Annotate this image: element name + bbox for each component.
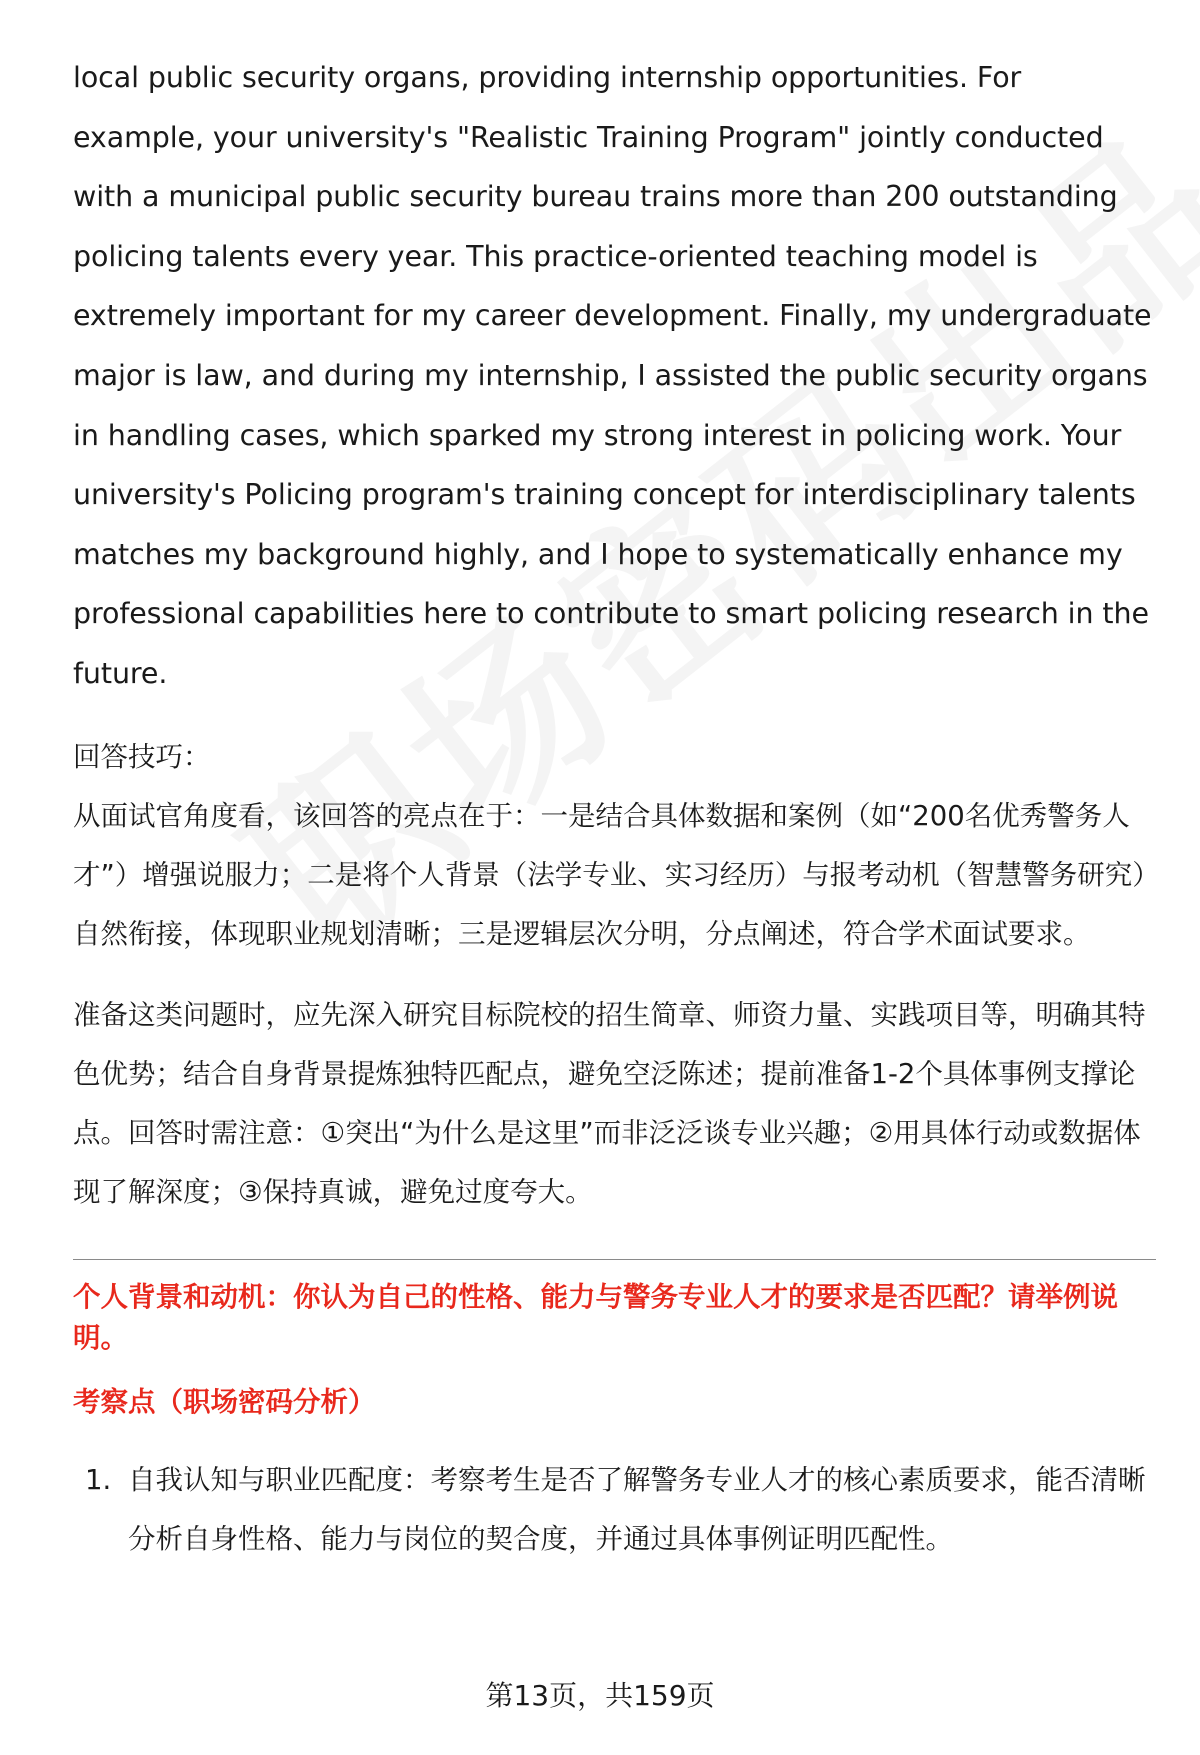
list-item-number: 1. [85,1463,112,1496]
list-item [73,1451,1153,1569]
tips-paragraph-1: 从面试官角度看，该回答的亮点在于：一是结合具体数据和案例（如“200名优秀警务人才”）增强说服力；二是将个人背景（法学专业、实习经历）与报考动机（智慧警务研究）自然衔接，体现职业规划清晰；三是逻辑层次分明，分点阐述，符合学术面试要求。 [73,799,1146,950]
answer-tips-section [73,728,1153,1222]
exam-points-heading: 考察点（职场密码分析） [73,1385,376,1418]
list-item-text: 自我认知与职业匹配度：考察考生是否了解警务专业人才的核心素质要求，能否清晰分析自身性格、能力与岗位的契合度，并通过具体事例证明匹配性。 [128,1463,1146,1555]
tips-heading: 回答技巧： [73,740,211,773]
exam-points-list [73,1451,1153,1569]
tips-paragraph-2: 准备这类问题时，应先深入研究目标院校的招生简章、师资力量、实践项目等，明确其特色优势；结合自身背景提炼独特匹配点，避免空泛陈述；提前准备1-2个具体事例支撑论点。回答时需注意：①突出“为什么是这里”而非泛泛谈专业兴趣；②用具体行动或数据体现了解深度；③保持真诚，避免过度夸大。 [73,998,1146,1208]
question-title: 个人背景和动机：你认为自己的性格、能力与警务专业人才的要求是否匹配？请举例说明。 [73,1280,1118,1354]
english-answer-paragraph: local public security organs, providing internship opportunities. For example, your university's "Realistic Training Program" jointly conducted with a municipal public security bureau trains more than 200 outstanding policing talents every year. This practice-oriented teaching model is extremely important for my career development. Finally, my undergraduate major is law, and during my internship, I assisted the public security organs in handling cases, which sparked my strong interest in policing work. Your university's Policing program's training concept for interdisciplinary talents matches my background highly, and I hope to systematically enhance my professional capabilities here to contribute to smart policing research in the future. [73,61,1152,690]
section-divider [73,1259,1156,1260]
page-indicator: 第13页，共159页 [485,1679,715,1712]
page-content [73,48,1153,1569]
